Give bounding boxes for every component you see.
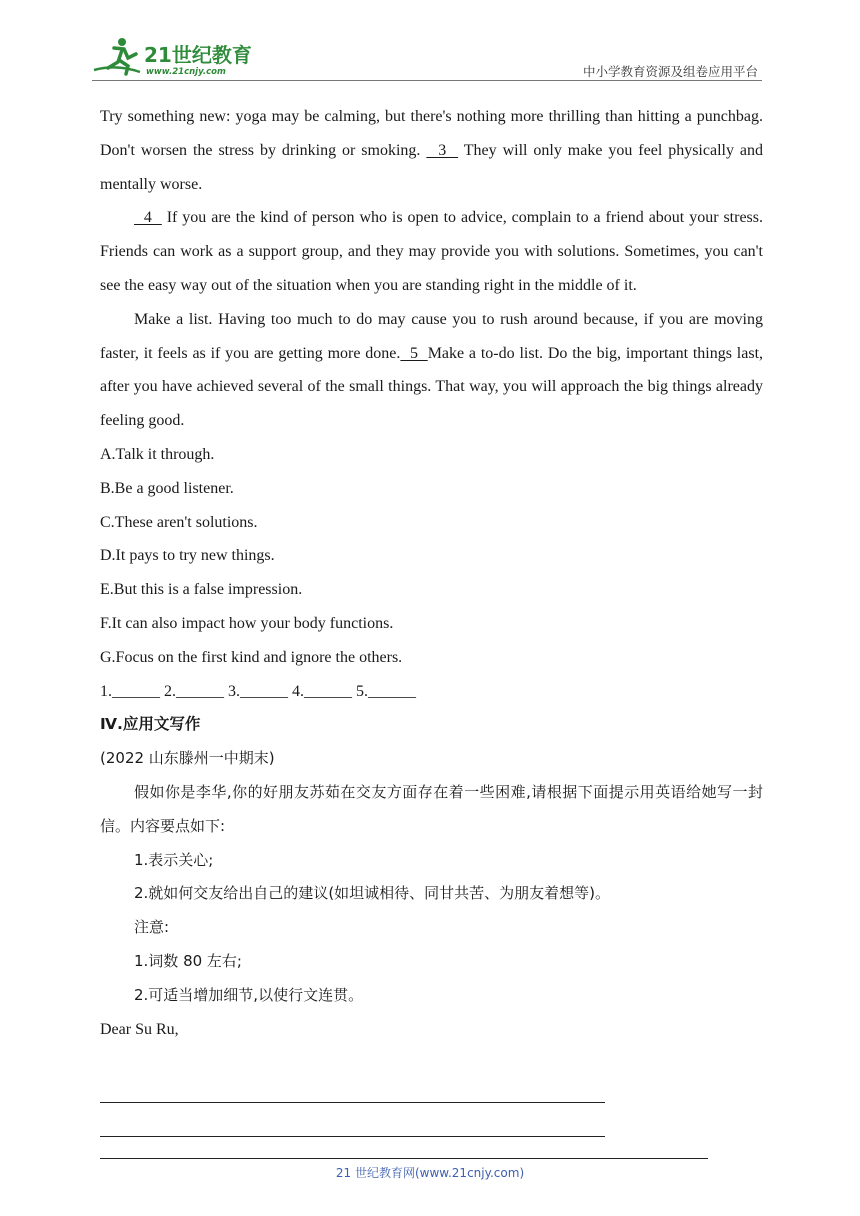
note-2: 2.可适当增加细节,以使行文连贯。 <box>134 985 364 1004</box>
passage-paragraph-1: Try something new: yoga may be calming, but there's nothing more thrilling than hitting a punchbag. Don't worsen the stress by drinking or smoking. 3 They will only make you feel physically and mentally worse. <box>100 108 764 193</box>
page-footer: 21 世纪教育网(www.21cnjy.com) <box>335 1166 525 1180</box>
option-g: G.Focus on the first kind and ignore the others. <box>100 648 403 666</box>
site-label: 中小学教育资源及组卷应用平台 <box>582 64 758 79</box>
note-1: 1.词数 80 左右; <box>134 951 242 970</box>
option-d: D.It pays to try new things. <box>100 547 275 565</box>
page-header <box>92 30 762 82</box>
blank-3: 3 <box>426 141 459 159</box>
answer-line: 1.______ 2.______ 3.______ 4.______ 5.______ <box>100 682 416 700</box>
writing-instruction: 假如你是李华,你的好朋友苏茹在交友方面存在着一些困难,请根据下面提示用英语给她写一封信。内容要点如下: <box>100 782 763 835</box>
section-title: Ⅳ.应用文写作 <box>100 715 201 734</box>
header-rule <box>92 80 762 81</box>
option-c: C.These aren't solutions. <box>100 513 258 531</box>
passage-paragraph-3: Make a list. Having too much to do may cause you to rush around because, if you are moving faster, it feels as if you are getting more done. 5 Make a to-do list. Do the big, important things last, after you have achieved several of the small things. That way, you will approach the big things already feeling good. <box>100 310 764 430</box>
option-b: B.Be a good listener. <box>100 479 234 497</box>
logo-url: www.21cnjy.com <box>146 67 226 77</box>
site-logo <box>92 36 262 78</box>
notes-label: 注意: <box>134 918 170 937</box>
footer-rule <box>100 1158 708 1159</box>
option-a: A.Talk it through. <box>100 445 215 463</box>
letter-salutation: Dear Su Ru, <box>100 1020 179 1038</box>
passage-paragraph-2: 4 If you are the kind of person who is open to advice, complain to a friend about your stress. Friends can work as a support group, and they may provide you with solutions. Sometimes, you can't see the easy way out of the situation when you are standing right in the middle of it. <box>100 209 764 294</box>
option-f: F.It can also impact how your body functions. <box>100 614 394 632</box>
logo-text: 21世纪教育 <box>144 43 252 67</box>
writing-line-2 <box>100 1136 605 1137</box>
blank-5: 5 <box>400 344 428 362</box>
point-2: 2.就如何交友给出自己的建议(如坦诚相待、同甘共苦、为朋友着想等)。 <box>134 884 611 903</box>
writing-line-1 <box>100 1102 605 1103</box>
page-content <box>100 100 763 1046</box>
blank-4: 4 <box>134 209 162 227</box>
option-e: E.But this is a false impression. <box>100 581 303 599</box>
section-source: (2022 山东滕州一中期末) <box>100 749 275 768</box>
point-1: 1.表示关心; <box>134 850 214 869</box>
